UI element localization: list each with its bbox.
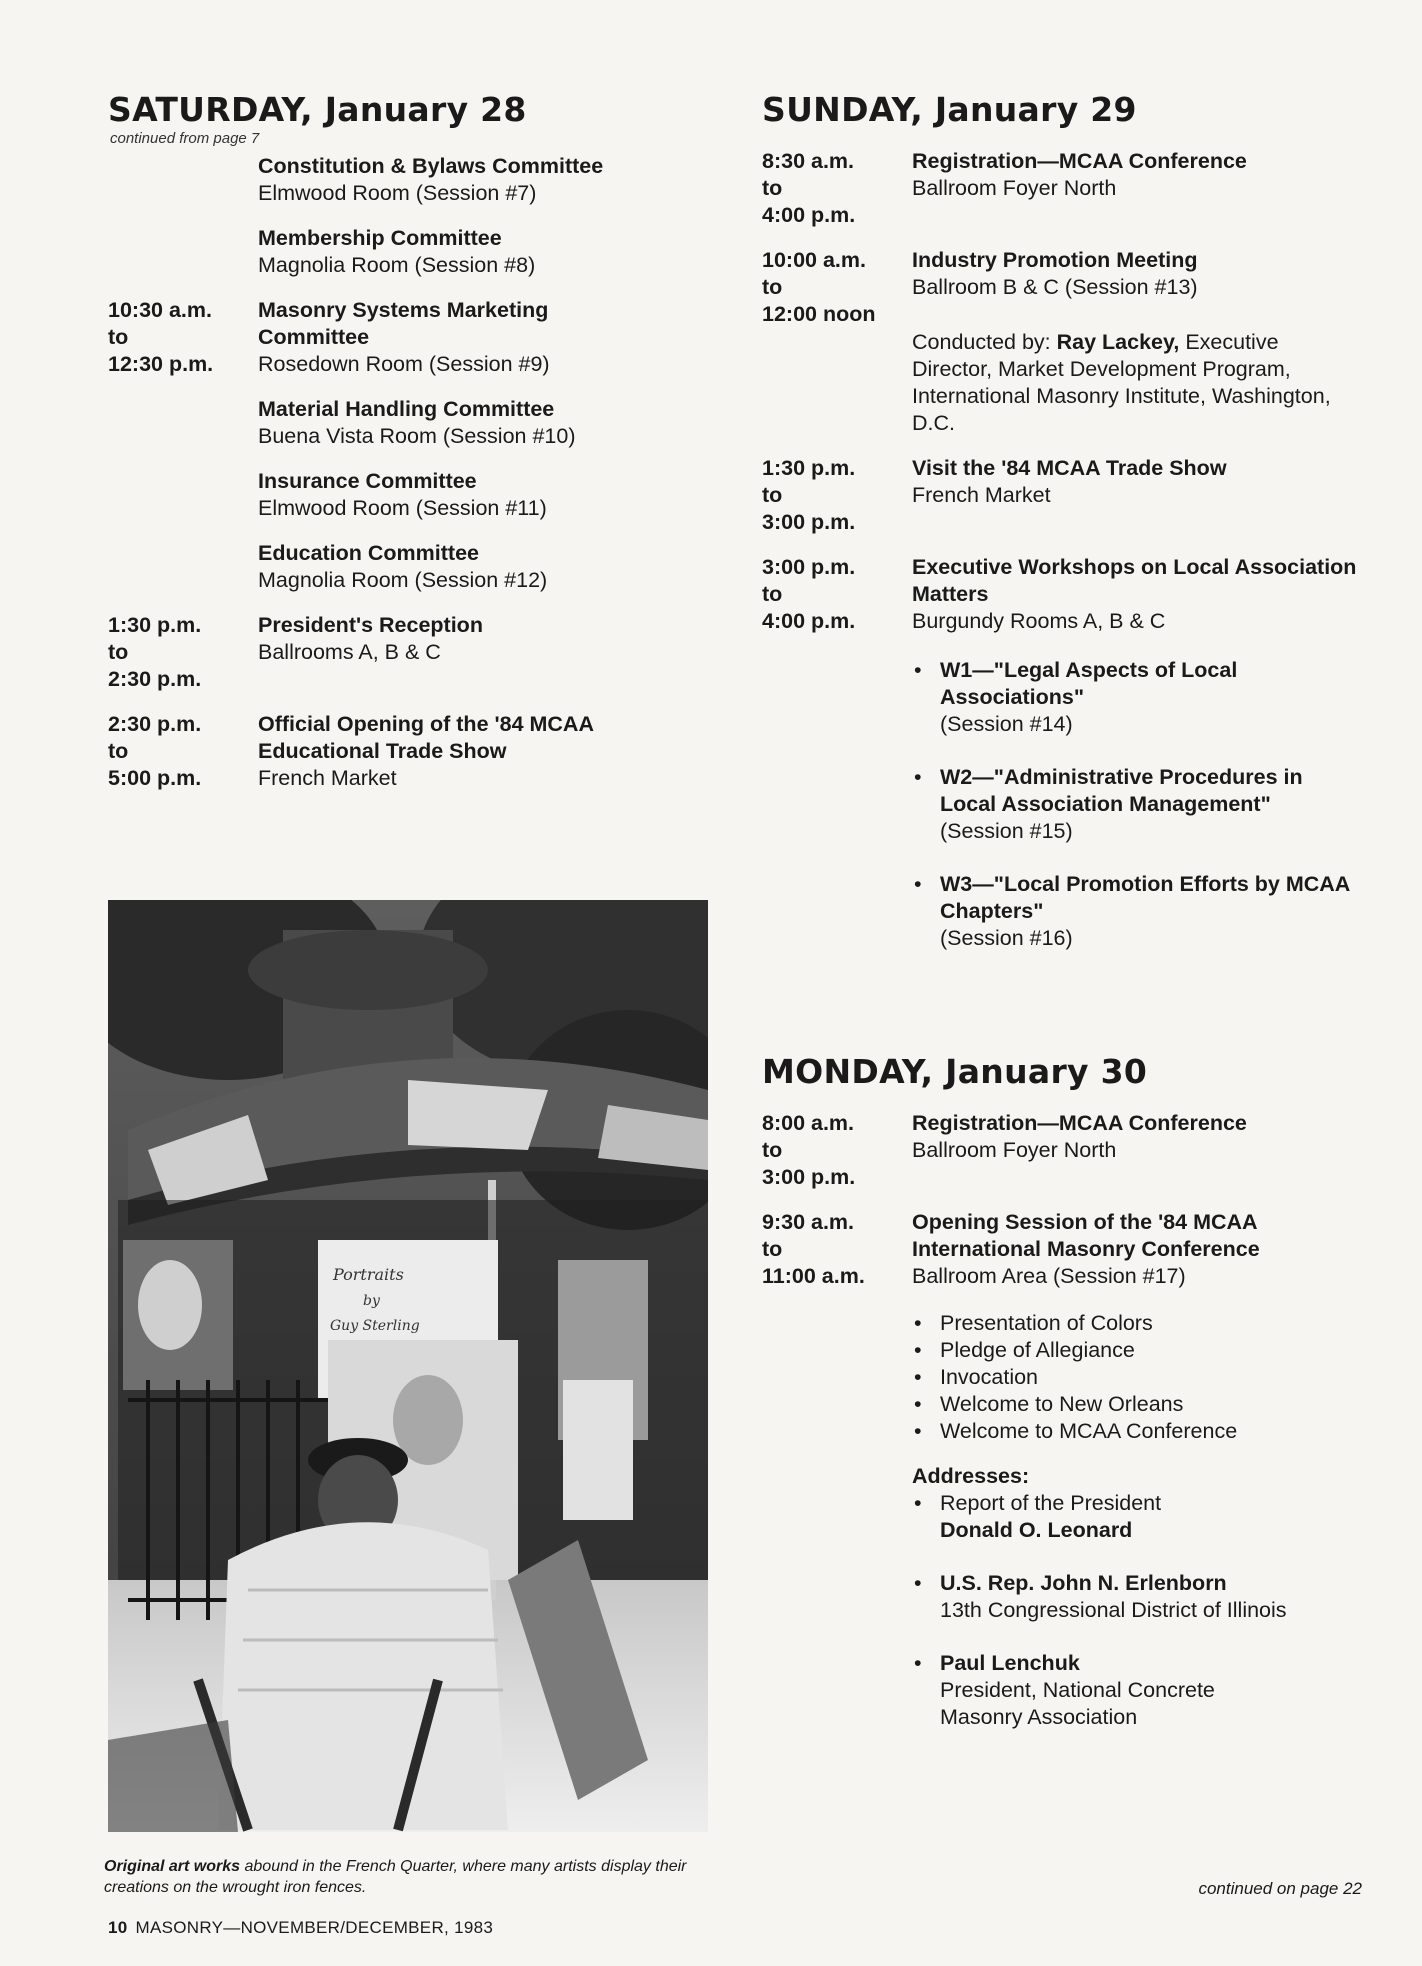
entry-location: Burgundy Rooms A, B & C: [912, 609, 1166, 633]
saturday-column: [108, 90, 708, 792]
presenter-name: Ray Lackey,: [1056, 330, 1180, 354]
entry-title: Material Handling Committee: [258, 397, 555, 421]
entry-time: [108, 540, 258, 594]
schedule-entry: [762, 247, 1362, 437]
continued-on-note: continued on page 22: [1198, 1879, 1362, 1898]
entry-location: Magnolia Room (Session #8): [258, 253, 536, 277]
entry-location: Ballroom Foyer North: [912, 176, 1117, 200]
schedule-entry: [108, 468, 708, 522]
sign-text-3: Guy Sterling: [330, 1318, 420, 1334]
entry-location: Ballroom Foyer North: [912, 1138, 1117, 1162]
entry-location: Rosedown Room (Session #9): [258, 352, 550, 376]
addresses-heading: Addresses:: [912, 1464, 1030, 1488]
list-item: • W3—"Local Promotion Efforts by MCAA Chapters" (Session #16): [912, 871, 1362, 952]
entry-location: French Market: [912, 483, 1051, 507]
entry-time: 8:30 a.m. to 4:00 p.m.: [762, 149, 856, 227]
entry-title: Masonry Systems Marketing Committee: [258, 298, 549, 349]
entry-location: Elmwood Room (Session #7): [258, 181, 537, 205]
schedule-entry: [108, 153, 708, 207]
entry-title: Opening Session of the '84 MCAA International Masonry Conference: [912, 1210, 1260, 1261]
entry-location: Ballrooms A, B & C: [258, 640, 441, 664]
sunday-monday-column: [762, 90, 1362, 1731]
continued-from-note: continued from page 7: [110, 130, 260, 147]
entry-time: [108, 468, 258, 522]
entry-location: French Market: [258, 766, 397, 790]
addresses-list: [912, 1490, 1362, 1731]
sign-text-2: by: [363, 1293, 380, 1309]
monday-title: MONDAY, January 30: [762, 1052, 1148, 1091]
entry-title: Industry Promotion Meeting: [912, 248, 1198, 272]
artist-photo-illustration: [108, 900, 708, 1832]
list-item: • Welcome to MCAA Conference: [912, 1418, 1362, 1445]
entry-time: 2:30 p.m. to 5:00 p.m.: [108, 712, 202, 790]
entry-time: [108, 153, 258, 207]
sign-text-1: Portraits: [333, 1265, 404, 1284]
entry-time: 3:00 p.m. to 4:00 p.m.: [762, 555, 856, 633]
entry-time: 1:30 p.m. to 2:30 p.m.: [108, 613, 202, 691]
schedule-entry: [762, 148, 1362, 229]
schedule-entry: [108, 540, 708, 594]
schedule-entry: [108, 711, 708, 792]
entry-title: Visit the '84 MCAA Trade Show: [912, 456, 1227, 480]
list-item: • Paul Lenchuk President, National Concrete Masonry Association: [912, 1650, 1362, 1731]
conducted-by-note: Conducted by: Ray Lackey, Executive Director, Market Development Program, International Masonry Institute, Washington, D.C.: [912, 330, 1331, 435]
saturday-title: SATURDAY, January 28: [108, 90, 527, 129]
entry-location: Buena Vista Room (Session #10): [258, 424, 576, 448]
entry-title: Registration—MCAA Conference: [912, 149, 1247, 173]
list-item: • W1—"Legal Aspects of Local Associations" (Session #14): [912, 657, 1362, 738]
opening-items-list: [912, 1310, 1362, 1445]
page-footer: [108, 1918, 493, 1938]
workshop-list: [912, 657, 1362, 952]
entry-title: Constitution & Bylaws Committee: [258, 154, 604, 178]
sunday-title: SUNDAY, January 29: [762, 90, 1137, 129]
photo-caption: Original art works abound in the French Quarter, where many artists display their creations on the wrought iron fences.: [104, 1858, 687, 1896]
page-number: 10: [108, 1918, 128, 1937]
entry-time: 10:00 a.m. to 12:00 noon: [762, 248, 876, 326]
french-quarter-artist-photo: [108, 900, 708, 1832]
schedule-entry: [108, 396, 708, 450]
entry-time: 10:30 a.m. to 12:30 p.m.: [108, 298, 214, 376]
schedule-entry: [762, 455, 1362, 536]
entry-title: Official Opening of the '84 MCAA Educational Trade Show: [258, 712, 594, 763]
entry-time: [108, 396, 258, 450]
list-item: • Report of the President Donald O. Leonard: [912, 1490, 1362, 1544]
list-item: • Presentation of Colors: [912, 1310, 1362, 1337]
schedule-entry: [762, 1110, 1362, 1191]
schedule-entry: [762, 554, 1362, 952]
entry-time: 1:30 p.m. to 3:00 p.m.: [762, 456, 856, 534]
entry-title: Insurance Committee: [258, 469, 477, 493]
list-item: • U.S. Rep. John N. Erlenborn 13th Congressional District of Illinois: [912, 1570, 1362, 1624]
entry-title: President's Reception: [258, 613, 483, 637]
list-item: • Welcome to New Orleans: [912, 1391, 1362, 1418]
list-item: • Invocation: [912, 1364, 1362, 1391]
list-item: • Pledge of Allegiance: [912, 1337, 1362, 1364]
schedule-entry: [108, 612, 708, 693]
entry-title: Education Committee: [258, 541, 479, 565]
schedule-entry: [762, 1209, 1362, 1731]
schedule-entry: [108, 297, 708, 378]
schedule-entry: [108, 225, 708, 279]
publication-info: MASONRY—NOVEMBER/DECEMBER, 1983: [135, 1918, 494, 1937]
entry-location: Ballroom B & C (Session #13): [912, 275, 1198, 299]
entry-title: Executive Workshops on Local Association Matters: [912, 555, 1357, 606]
entry-time: [108, 225, 258, 279]
entry-time: 8:00 a.m. to 3:00 p.m.: [762, 1111, 856, 1189]
list-item: • W2—"Administrative Procedures in Local Association Management" (Session #15): [912, 764, 1362, 845]
entry-time: 9:30 a.m. to 11:00 a.m.: [762, 1210, 865, 1288]
entry-location: Elmwood Room (Session #11): [258, 496, 547, 520]
entry-title: Membership Committee: [258, 226, 502, 250]
entry-location: Magnolia Room (Session #12): [258, 568, 548, 592]
entry-title: Registration—MCAA Conference: [912, 1111, 1247, 1135]
entry-location: Ballroom Area (Session #17): [912, 1264, 1186, 1288]
